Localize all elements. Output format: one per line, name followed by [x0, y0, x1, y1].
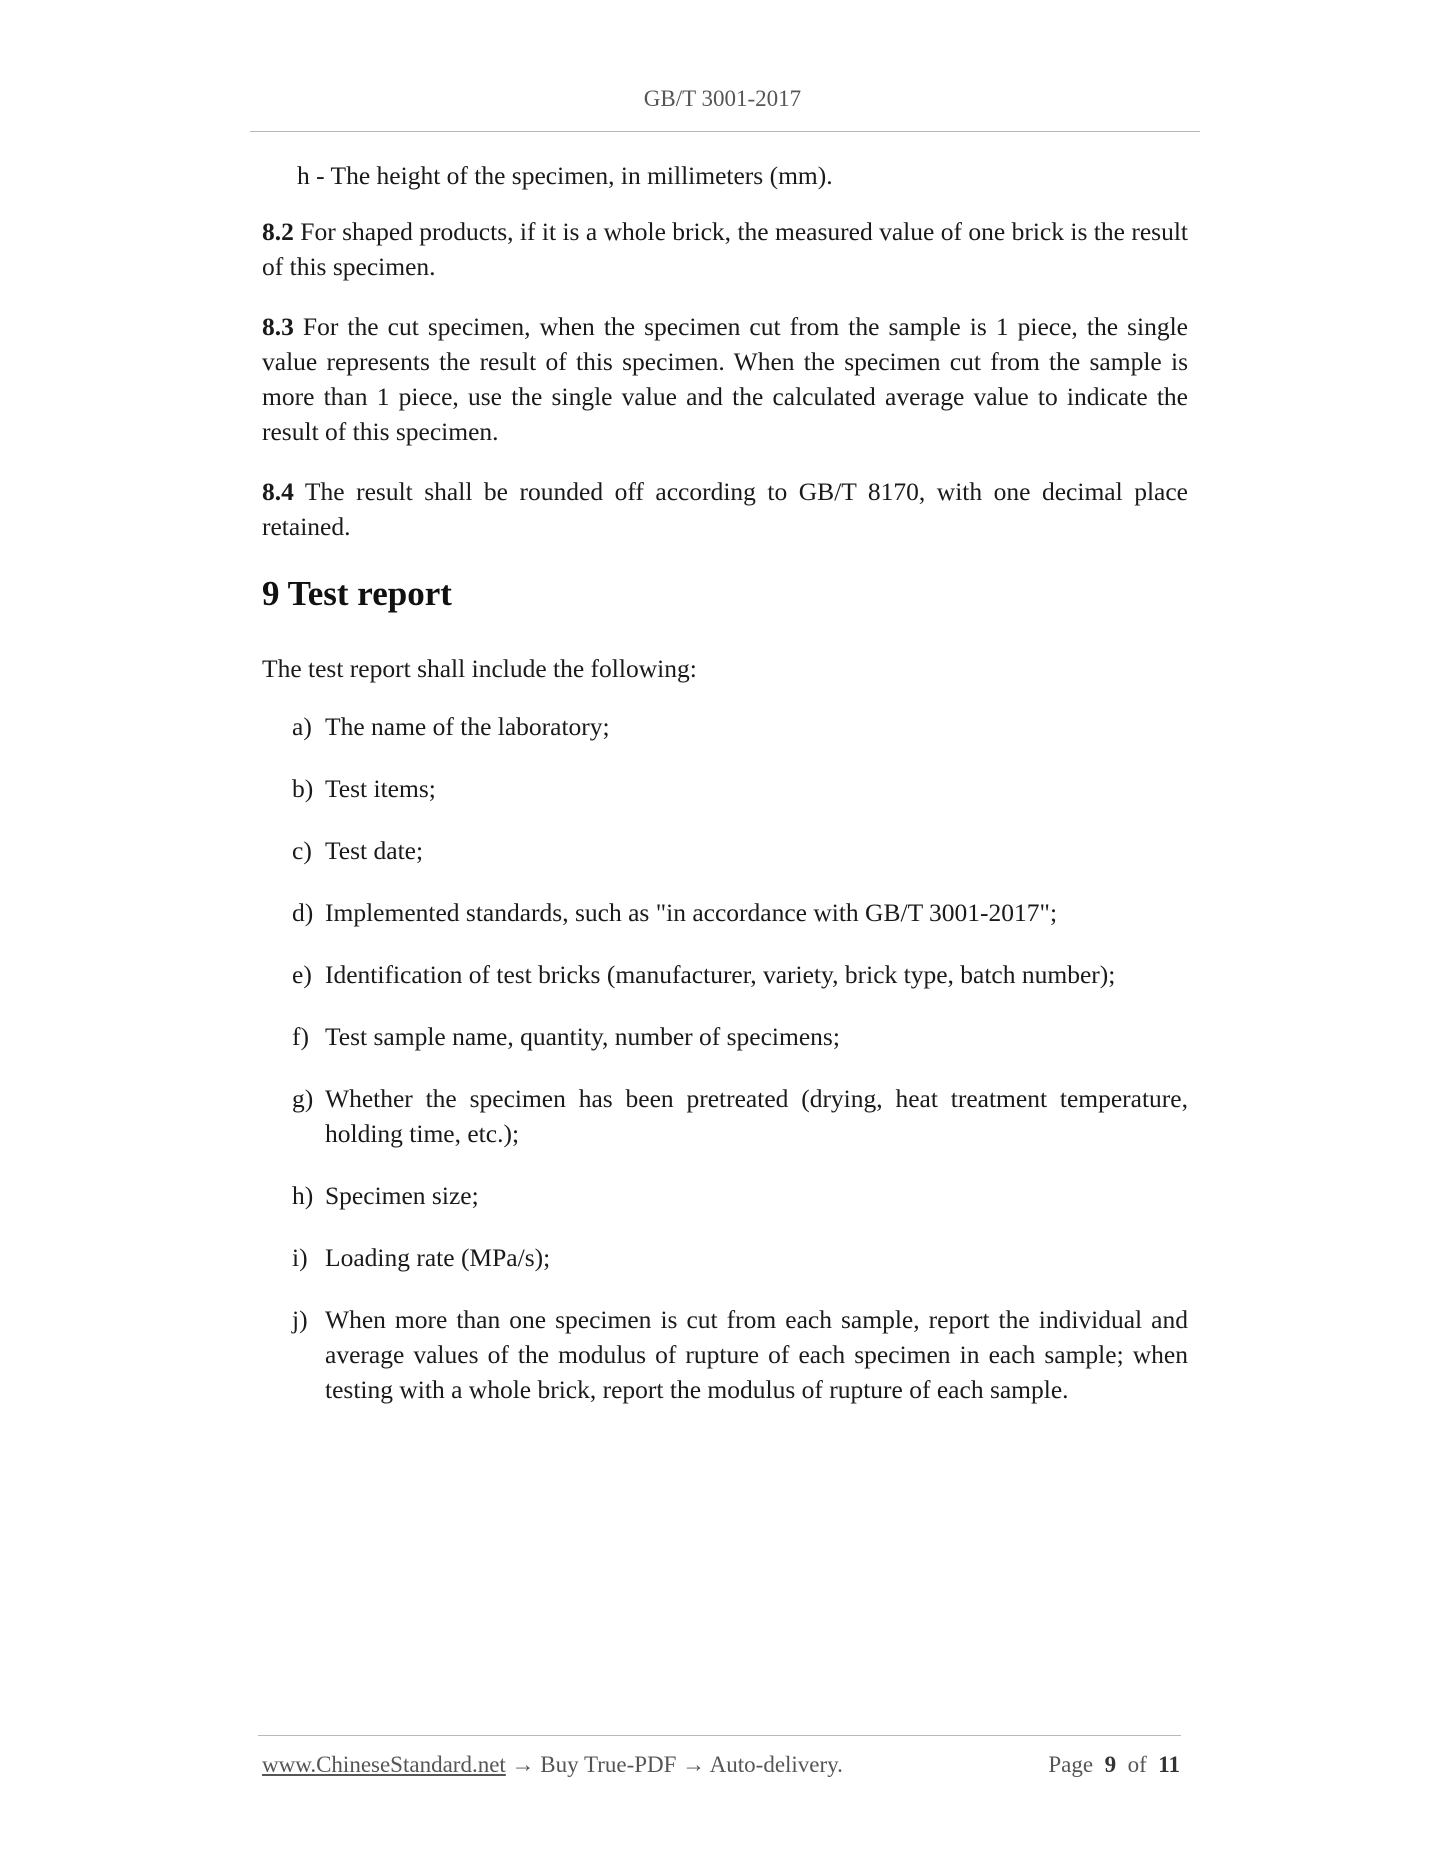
- report-items-list: [262, 709, 1188, 1407]
- page-current: 9: [1104, 1752, 1117, 1777]
- clause-8-4-text: The result shall be rounded off according to GB/T 8170, with one decimal place retained.: [262, 477, 1188, 541]
- section-9-intro: The test report shall include the following:: [262, 654, 697, 683]
- list-item-text: Identification of test bricks (manufacturer, variety, brick type, batch number);: [325, 960, 1116, 989]
- clause-8-4: [262, 474, 1188, 544]
- section-9-heading: 9 Test report: [262, 574, 452, 613]
- document-body: [262, 158, 1188, 1434]
- list-item-marker: b): [292, 774, 314, 803]
- list-item-text: Test sample name, quantity, number of specimens;: [325, 1022, 840, 1051]
- footer-divider: [258, 1735, 1181, 1736]
- list-item-text: The name of the laboratory;: [325, 712, 610, 741]
- list-item-text: Loading rate (MPa/s);: [325, 1243, 551, 1272]
- clause-8-3-text: For the cut specimen, when the specimen cut from the sample is 1 piece, the single value represents the result of this specimen. When the specimen cut from the sample is more than 1 piece, use the single value and the calculated average value to indicate the result of this specimen.: [262, 312, 1188, 446]
- list-item-marker: g): [292, 1084, 314, 1113]
- list-item: [262, 1178, 1188, 1213]
- list-item-marker: a): [292, 712, 312, 741]
- clause-8-2-number: 8.2: [262, 217, 294, 246]
- list-item: [262, 709, 1188, 744]
- footer-promo-line: [262, 1752, 843, 1778]
- page-number-indicator: [1048, 1752, 1180, 1778]
- footer-promo-text: → Buy True-PDF → Auto-delivery.: [505, 1752, 843, 1777]
- footer-site-link[interactable]: www.ChineseStandard.net: [262, 1752, 506, 1777]
- list-item-text: Test date;: [325, 836, 424, 865]
- list-item: [262, 895, 1188, 930]
- list-item: [262, 1019, 1188, 1054]
- list-item-marker: h): [292, 1181, 314, 1210]
- list-item-text: Specimen size;: [325, 1181, 479, 1210]
- list-item: [262, 771, 1188, 806]
- page-of-label: of: [1127, 1752, 1147, 1777]
- list-item-marker: d): [292, 898, 314, 927]
- header-divider: [250, 131, 1200, 132]
- clause-8-3: [262, 309, 1188, 449]
- list-item-text: Test items;: [325, 774, 436, 803]
- list-item: [262, 957, 1188, 992]
- list-item: [262, 1081, 1188, 1151]
- clause-8-2: [262, 214, 1188, 284]
- header-standard-code: GB/T 3001-2017: [643, 86, 802, 111]
- list-item-text: When more than one specimen is cut from each sample, report the individual and average values of the modulus of rupture of each specimen in each sample; when testing with a whole brick, report the modulus of rupture of each sample.: [325, 1305, 1188, 1404]
- list-item: [262, 1240, 1188, 1275]
- page-footer: [262, 1752, 1180, 1778]
- list-item-text: Whether the specimen has been pretreated (drying, heat treatment temperature, holding time, etc.);: [325, 1084, 1188, 1148]
- list-item-marker: i): [292, 1243, 308, 1272]
- list-item-marker: f): [292, 1022, 309, 1051]
- page-total: 11: [1158, 1752, 1180, 1777]
- page-label: Page: [1048, 1752, 1094, 1777]
- clause-8-2-text: For shaped products, if it is a whole brick, the measured value of one brick is the result of this specimen.: [262, 217, 1188, 281]
- list-item-text: Implemented standards, such as "in accordance with GB/T 3001-2017";: [325, 898, 1058, 927]
- h-definition: h - The height of the specimen, in millimeters (mm).: [297, 161, 833, 190]
- clause-8-4-number: 8.4: [262, 477, 294, 506]
- list-item: [262, 833, 1188, 868]
- clause-8-3-number: 8.3: [262, 312, 294, 341]
- list-item: [262, 1302, 1188, 1407]
- list-item-marker: c): [292, 836, 312, 865]
- list-item-marker: j): [292, 1305, 308, 1334]
- list-item-marker: e): [292, 960, 312, 989]
